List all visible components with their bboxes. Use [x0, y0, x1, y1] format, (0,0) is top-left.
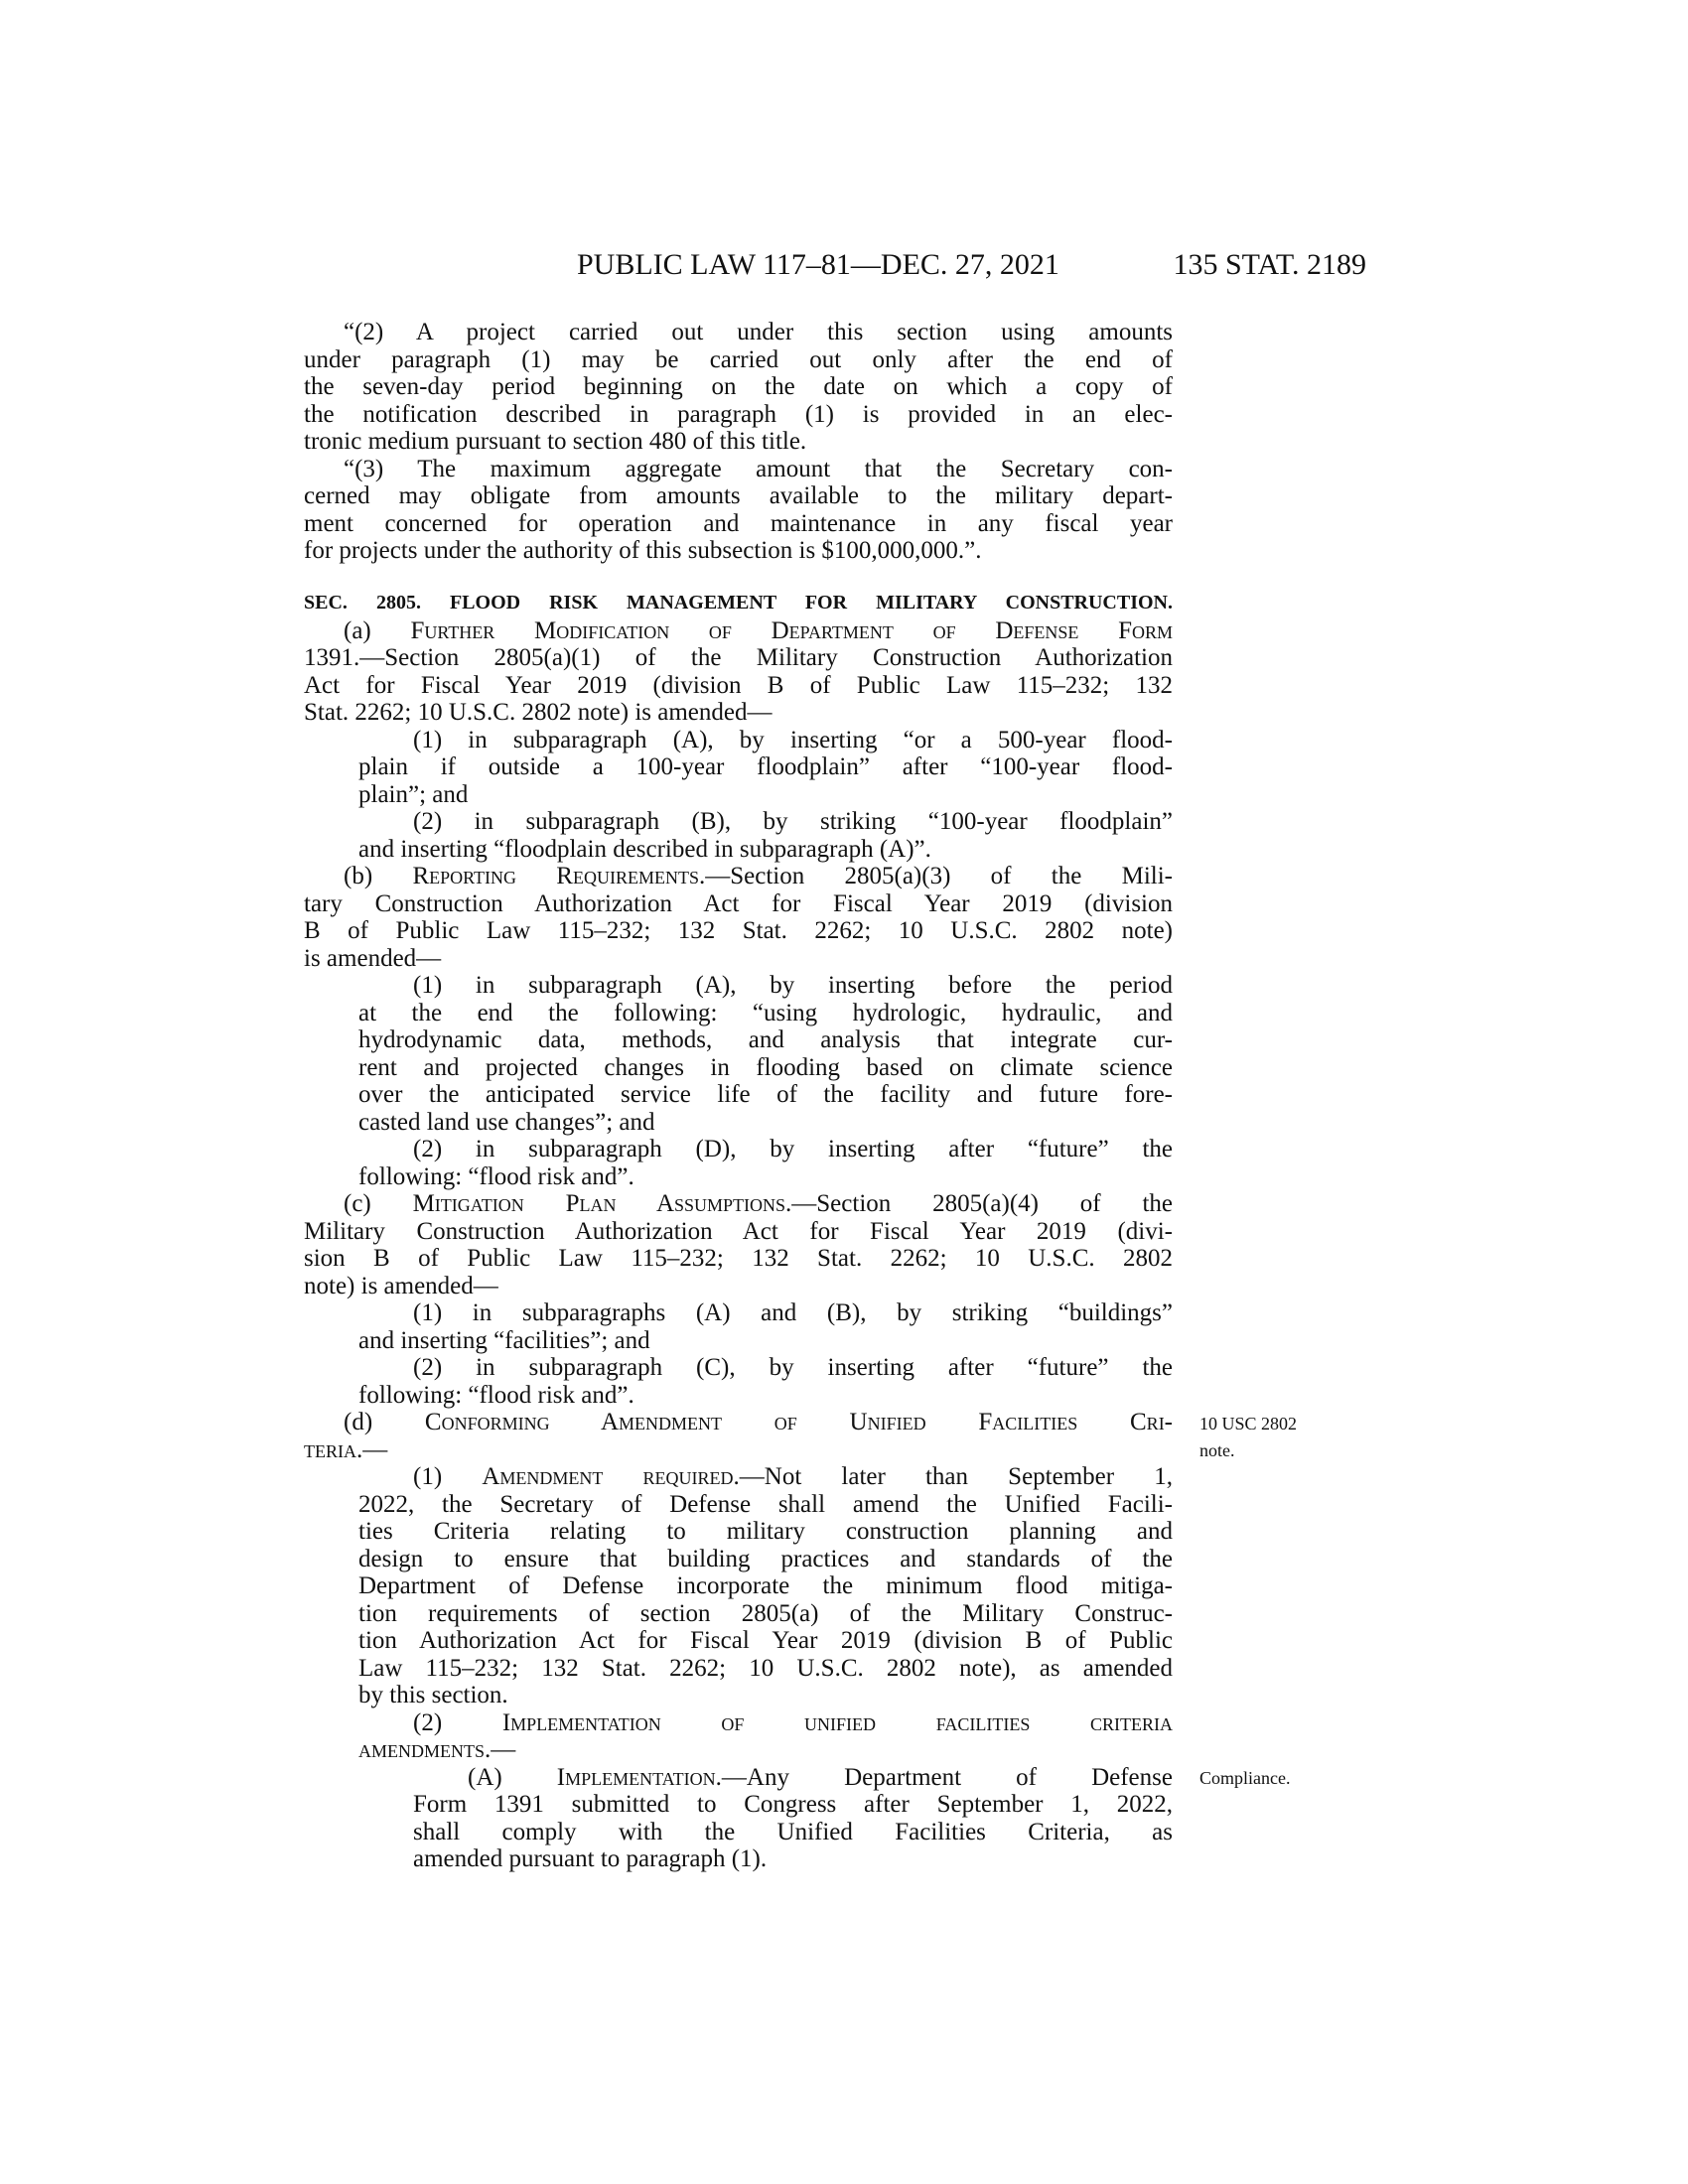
text-segment: Section 2805(a)(4) of the	[816, 1190, 1173, 1217]
text-line	[358, 1109, 1173, 1137]
small-caps-heading: Amendment required.—	[482, 1463, 765, 1490]
text-segment: (2) in subparagraph (B), by striking “100-year floodplain”	[413, 808, 1173, 835]
text-line	[413, 1354, 1173, 1382]
text-line	[304, 537, 1173, 565]
margin-note-compliance: Compliance.	[1199, 1768, 1291, 1788]
text-line	[358, 1546, 1173, 1573]
text-segment: note) is amended—	[304, 1272, 498, 1299]
text-segment: under paragraph (1) may be carried out only after the end of	[304, 345, 1173, 373]
small-caps-heading: Reporting Requirements.—	[412, 863, 731, 889]
text-segment: (2) in subparagraph (D), by inserting after “future” the	[413, 1136, 1173, 1162]
text-segment: casted land use changes”; and	[358, 1108, 655, 1136]
text-segment: Department of Defense incorporate the minimum flood mitiga-	[358, 1572, 1173, 1599]
paragraph	[304, 1354, 1173, 1409]
text-line	[304, 1218, 1173, 1246]
text-segment: (1) in subparagraphs (A) and (B), by striking “buildings”	[413, 1299, 1173, 1326]
paragraph	[304, 808, 1173, 863]
text-line	[468, 1764, 1173, 1792]
paragraph	[304, 1764, 1173, 1873]
small-caps-heading: Implementation.—	[556, 1763, 747, 1791]
text-segment: by this section.	[358, 1682, 508, 1708]
text-segment: 1391.—Section 2805(a)(1) of the Military Construction Authorization	[304, 644, 1173, 671]
text-segment: Form 1391 submitted to Congress after September 1, 2022,	[413, 1791, 1173, 1818]
text-segment: Stat. 2262; 10 U.S.C. 2802 note) is amended—	[304, 699, 773, 726]
small-caps-heading: amendments.—	[358, 1736, 516, 1763]
text-segment: Military Construction Authorization Act for Fiscal Year 2019 (divi-	[304, 1217, 1173, 1245]
text-line	[358, 781, 1173, 809]
text-line	[304, 373, 1173, 401]
text-line	[413, 1463, 1173, 1491]
text-line	[358, 836, 1173, 864]
text-line	[344, 456, 1173, 483]
text-segment: following: “flood risk and”.	[358, 1162, 634, 1190]
small-caps-heading: Conforming Amendment of Unified Facilities Cri-	[424, 1409, 1174, 1435]
paragraph	[304, 319, 1173, 456]
text-line	[344, 863, 1173, 890]
text-line	[358, 1000, 1173, 1027]
text-line	[358, 753, 1173, 781]
text-segment: (1) in subparagraph (A), by inserting “or a 500-year flood-	[413, 726, 1173, 753]
text-segment: the seven-day period beginning on the date on which a copy of	[304, 373, 1173, 400]
text-line	[413, 972, 1173, 1000]
running-header-page-number: 135 STAT. 2189	[1173, 248, 1366, 281]
text-line	[304, 510, 1173, 538]
text-segment: and inserting “facilities”; and	[358, 1326, 650, 1354]
text-line	[358, 1327, 1173, 1355]
text-segment: over the anticipated service life of the facility and future fore-	[358, 1081, 1173, 1108]
text-line	[304, 1436, 1173, 1464]
paragraph	[304, 727, 1173, 809]
text-segment: hydrodynamic data, methods, and analysis that integrate cur-	[358, 1026, 1173, 1053]
continued-text-block	[304, 319, 1173, 565]
text-segment: following: “flood risk and”.	[358, 1381, 634, 1409]
text-line	[304, 346, 1173, 374]
text-line	[413, 1709, 1173, 1737]
running-header-title: PUBLIC LAW 117–81—DEC. 27, 2021	[577, 248, 1059, 281]
text-line	[304, 482, 1173, 510]
text-line	[304, 1245, 1173, 1273]
text-line	[304, 917, 1173, 945]
paragraph	[304, 617, 1173, 727]
text-segment: B of Public Law 115–232; 132 Stat. 2262; 10 U.S.C. 2802 note)	[304, 917, 1173, 944]
text-segment: tary Construction Authorization Act for Fiscal Year 2019 (division	[304, 889, 1173, 917]
text-segment: Section 2805(a)(3) of the Mili-	[730, 863, 1173, 889]
text-segment: plain if outside a 100-year floodplain” after “100-year flood-	[358, 753, 1173, 780]
text-line	[344, 1190, 1173, 1218]
text-segment: (c)	[344, 1190, 413, 1217]
small-caps-heading: Further Modification of Department of Defense Form	[410, 616, 1173, 644]
paragraph	[304, 1136, 1173, 1190]
text-line	[413, 1299, 1173, 1327]
text-line	[413, 1136, 1173, 1163]
section-heading: SEC. 2805. FLOOD RISK MANAGEMENT FOR MILITARY CONSTRUCTION.	[304, 592, 1173, 614]
text-line	[344, 1409, 1173, 1436]
text-segment: cerned may obligate from amounts available to the military depart-	[304, 482, 1173, 509]
text-segment: for projects under the authority of this subsection is $100,000,000.”.	[304, 537, 982, 564]
paragraph	[304, 1709, 1173, 1764]
margin-note-usc-line2: note.	[1199, 1440, 1235, 1460]
margin-note-usc	[1199, 1411, 1297, 1464]
text-line	[344, 319, 1173, 346]
paragraph	[304, 863, 1173, 972]
text-line	[304, 699, 1173, 727]
paragraph	[304, 972, 1173, 1136]
text-segment: tronic medium pursuant to section 480 of this title.	[304, 428, 807, 455]
text-segment: is amended—	[304, 944, 442, 972]
text-segment: (2) in subparagraph (C), by inserting after “future” the	[413, 1354, 1173, 1381]
text-line	[358, 1572, 1173, 1600]
text-line	[358, 1627, 1173, 1655]
text-line	[304, 644, 1173, 672]
text-segment: (b)	[344, 863, 413, 889]
text-line	[413, 808, 1173, 836]
text-segment: (a)	[344, 616, 411, 644]
text-segment: (1) in subparagraph (A), by inserting before the period	[413, 972, 1173, 999]
text-line	[358, 1054, 1173, 1082]
text-line	[358, 1163, 1173, 1191]
text-segment: (2)	[413, 1708, 502, 1736]
text-segment: rent and projected changes in flooding based on climate science	[358, 1053, 1173, 1081]
text-line	[358, 1736, 1173, 1764]
text-segment: at the end the following: “using hydrologic, hydraulic, and	[358, 999, 1173, 1026]
text-line	[358, 1600, 1173, 1628]
text-segment: Any Department of Defense	[746, 1763, 1173, 1791]
small-caps-heading: Implementation of unified facilities criteria	[501, 1708, 1174, 1736]
text-line	[358, 1382, 1173, 1410]
text-line	[358, 1081, 1173, 1109]
text-segment: (A)	[468, 1763, 557, 1791]
text-segment: (d)	[344, 1409, 425, 1435]
margin-note-usc-line1: 10 USC 2802	[1199, 1414, 1298, 1433]
text-segment: design to ensure that building practices and standards of the	[358, 1545, 1173, 1572]
text-line	[304, 401, 1173, 429]
text-segment: the notification described in paragraph (1) is provided in an elec-	[304, 400, 1173, 428]
text-segment: Not later than September 1,	[764, 1463, 1173, 1490]
paragraph	[304, 1190, 1173, 1299]
text-line	[358, 1026, 1173, 1054]
paragraph	[304, 1299, 1173, 1354]
text-segment: Act for Fiscal Year 2019 (division B of Public Law 115–232; 132	[304, 671, 1173, 699]
text-line	[358, 1682, 1173, 1709]
text-line	[344, 617, 1173, 645]
text-segment: 2022, the Secretary of Defense shall amend the Unified Facili-	[358, 1490, 1173, 1518]
text-segment: tion requirements of section 2805(a) of the Military Construc-	[358, 1599, 1173, 1627]
text-line	[304, 672, 1173, 700]
text-line	[358, 1655, 1173, 1683]
text-segment: amended pursuant to paragraph (1).	[413, 1845, 768, 1872]
text-line	[304, 1273, 1173, 1300]
text-segment: ment concerned for operation and maintenance in any fiscal year	[304, 509, 1173, 537]
paragraph	[304, 1409, 1173, 1463]
text-segment: shall comply with the Unified Facilities Criteria, as	[413, 1818, 1173, 1845]
small-caps-heading: Mitigation Plan Assumptions.—	[412, 1190, 817, 1217]
text-line	[304, 428, 1173, 456]
small-caps-heading: teria.—	[304, 1435, 388, 1463]
text-line	[413, 1819, 1173, 1846]
text-segment: ties Criteria relating to military construction planning and	[358, 1518, 1173, 1545]
text-segment: “(2) A project carried out under this section using amounts	[344, 319, 1173, 345]
text-segment: and inserting “floodplain described in subparagraph (A)”.	[358, 835, 931, 863]
text-line	[413, 727, 1173, 754]
text-line	[304, 890, 1173, 918]
text-segment: Law 115–232; 132 Stat. 2262; 10 U.S.C. 2802 note), as amended	[358, 1654, 1173, 1682]
section-body	[304, 617, 1173, 1873]
text-line	[358, 1491, 1173, 1519]
text-line	[304, 945, 1173, 973]
text-line	[413, 1791, 1173, 1819]
paragraph	[304, 1463, 1173, 1709]
section-2805	[304, 590, 1173, 1873]
text-line	[413, 1845, 1173, 1873]
text-segment: (1)	[413, 1463, 483, 1490]
text-line	[358, 1518, 1173, 1546]
text-segment: plain”; and	[358, 780, 469, 808]
paragraph	[304, 456, 1173, 565]
text-segment: tion Authorization Act for Fiscal Year 2019 (division B of Public	[358, 1627, 1173, 1654]
text-segment: sion B of Public Law 115–232; 132 Stat. 2262; 10 U.S.C. 2802	[304, 1245, 1173, 1272]
text-segment: “(3) The maximum aggregate amount that the Secretary con-	[344, 455, 1173, 482]
